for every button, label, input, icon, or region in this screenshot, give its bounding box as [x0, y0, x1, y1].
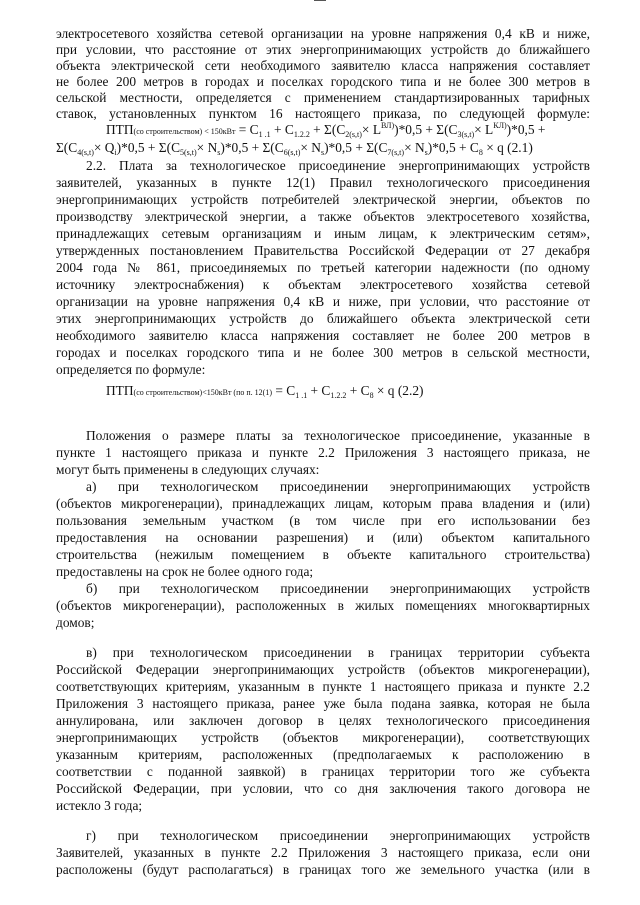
formula-condition: (со строительством) < 150кВт: [133, 127, 236, 136]
text-line: объекта электрической сети необходимого заявителю класса напряжения составляет: [56, 58, 590, 73]
item-g-first-line: г) при технологическом присоединении энергопринимающих устройств: [86, 828, 590, 843]
text-line: утвержденных постановлением Правительства Российской Федерации от 27 декабря: [56, 243, 590, 258]
formula-part: × q (2.2): [373, 383, 424, 398]
formula-subscript: 1.2.2: [293, 130, 310, 139]
formula-symbol: ПТП: [106, 383, 134, 398]
item-a-first-line: а) при технологическом присоединении энергопринимающих устройств: [86, 479, 590, 494]
text-line: энергопринимающих устройств потребителей электрической энергии, объектов по: [56, 192, 590, 207]
formula-subscript: s: [320, 148, 325, 157]
formula-subscript: 1 .1: [258, 130, 271, 139]
formula-part: + C: [270, 122, 294, 137]
formula-part: × N: [404, 140, 425, 155]
formula-superscript: КЛ): [493, 121, 507, 130]
formula-subscript: s: [424, 148, 428, 157]
formula-2-1-line-1: [106, 122, 545, 140]
formula-part: + C: [346, 383, 370, 398]
formula-subscript: 2(s,t): [345, 130, 362, 139]
formula-part: + C: [307, 383, 331, 398]
text-line: истекло 3 года;: [56, 798, 143, 813]
text-line: соответствии с поданной заявкой) в границах территории того же субъекта: [56, 764, 590, 779]
formula-subscript: i: [114, 148, 117, 157]
text-line: Приложения 3 настоящего приказа, ранее уже была подана заявка, которая не была: [56, 696, 590, 711]
text-line: заявителей, указанных в пункте 12(1) Правил технологического присоединения: [56, 175, 590, 190]
formula-part: × q (2.1): [482, 140, 533, 155]
formula-subscript: 6(s,t): [283, 148, 301, 157]
formula-part: )*0,5 + C: [427, 140, 479, 155]
text-line: сельской местности, определяется с применением стандартизированных тарифных: [56, 90, 590, 105]
formula-subscript: 7(s,t): [387, 148, 405, 157]
text-line: при условии, что расстояние от этих энергопринимающих устройств до ближайшего: [56, 42, 590, 57]
text-line: этих энергопринимающих устройств до ближайшего объекта электрической сети: [56, 311, 590, 326]
text-line: энергопринимающих устройств (объектов микрогенерации), соответствующих: [56, 730, 590, 745]
text-line: предоставлены на срок не более одного года;: [56, 564, 314, 579]
page-edge-mark: [314, 0, 326, 1]
formula-2-1-line-2: [56, 140, 533, 156]
formula-part: × N: [196, 140, 218, 155]
text-line: не более 200 метров в городах и поселках городского типа и не более 300 метров в: [56, 74, 590, 89]
item-b-first-line: б) при технологическом присоединении энергопринимающих устройств: [86, 581, 590, 596]
formula-subscript: 3(s,t): [457, 130, 475, 139]
text-line: необходимого заявителю класса напряжения составляет не более 200 метров в: [56, 328, 590, 343]
formula-subscript: 4(s,t): [77, 148, 94, 157]
text-line: городах и поселках городского типа и не более 300 метров в сельской местности,: [56, 345, 590, 360]
formula-2-2: [106, 383, 424, 401]
text-line: 2004 года № 861, присоединяемых по третьей категории надежности (по одному: [56, 260, 590, 275]
formula-symbol: ПТП: [106, 122, 134, 137]
text-line: организации на уровне напряжения 0,4 кВ и ниже, при условии, что расстояние от: [56, 294, 590, 309]
paragraph-2-2-first-line: 2.2. Плата за технологическое присоединение энергопринимающих устройств: [86, 158, 590, 173]
formula-part: × L: [361, 122, 382, 137]
text-line: Российской Федерации энергопринимающих устройств (объектов микрогенерации),: [56, 662, 590, 677]
formula-part: )*0,5 + Σ(C: [116, 140, 180, 155]
formula-part: × N: [300, 140, 321, 155]
text-line: могут быть применены в следующих случаях:: [56, 462, 320, 477]
item-v-first-line: в) при технологическом присоединении в границах территории субъекта: [86, 645, 590, 660]
text-line: ставок, установленных пунктом 16 настоящего приказа, по следующей формуле:: [56, 106, 590, 121]
text-line: принадлежащих сетевым организациям и иным лицам, к электрическим сетям»,: [56, 226, 590, 241]
text-line: пользования земельным участком (в том числе при его использовании без: [56, 513, 590, 528]
formula-subscript: s: [217, 148, 221, 157]
formula-part: + Σ(C: [309, 122, 346, 137]
formula-part: × Q: [93, 140, 115, 155]
text-line: (объектов микрогенерации), принадлежащих лицам, которым права владения и (или): [56, 496, 590, 511]
text-line: определяется по формуле:: [56, 362, 206, 377]
formula-subscript: 5(s,t): [180, 148, 197, 157]
text-line: электросетевого хозяйства сетевой организации на уровне напряжения 0,4 кВ и ниже,: [56, 26, 590, 41]
text-line: домов;: [56, 615, 95, 630]
formula-condition: (со строительством)<150кВт (по п. 12(1): [133, 388, 272, 397]
formula-part: Σ(C: [56, 140, 78, 155]
text-line: расположены (будут располагаться) в границах того же земельного участка (или в: [56, 862, 590, 877]
formula-subscript: 1 .1: [295, 391, 308, 400]
text-line: Российской Федерации, при условии, что со дня заключения такого договора не: [56, 781, 590, 796]
text-line: Заявителей, указанных в пункте 2.2 Приложения 3 настоящего приказа, если они: [56, 845, 590, 860]
formula-subscript: 8: [369, 391, 374, 400]
text-line: источнику электроснабжения) к объектам электросетевого хозяйства сетевой: [56, 277, 590, 292]
text-line: указанным критериям, расположенных (предполагаемых к расположению в: [56, 747, 590, 762]
provisions-first-line: Положения о размере платы за технологическое присоединение, указанные в: [86, 428, 590, 443]
text-line: производству электрической энергии, а также объектов электросетевого хозяйства,: [56, 209, 590, 224]
text-line: пункте 1 настоящего приказа и пункте 2.2 Приложения 3 настоящего приказа, не: [56, 445, 590, 460]
formula-subscript: 1.2.2: [330, 391, 347, 400]
formula-superscript: ВЛ): [381, 121, 395, 130]
text-line: соответствующих критериям, указанным в пункте 1 настоящего приказа и пункте 2.2: [56, 679, 590, 694]
text-line: аннулирована, или заключен договор в целях технологического присоединения: [56, 713, 590, 728]
text-line: предоставления на основании разрешения) и (или) объектом капитального: [56, 530, 590, 545]
formula-part: = C: [272, 383, 296, 398]
formula-part: )*0,5 + Σ(C: [324, 140, 388, 155]
formula-part: )*0,5 + Σ(C: [220, 140, 284, 155]
formula-subscript: 8: [478, 148, 483, 157]
formula-part: = C: [235, 122, 259, 137]
formula-part: )*0,5 +: [506, 122, 546, 137]
text-line: (объектов микрогенерации), расположенных в жилых помещениях многоквартирных: [56, 598, 590, 613]
formula-part: × L: [474, 122, 494, 137]
text-line: строительства (нежилым помещением в объекте капитального строительства): [56, 547, 590, 562]
formula-part: )*0,5 + Σ(C: [394, 122, 458, 137]
